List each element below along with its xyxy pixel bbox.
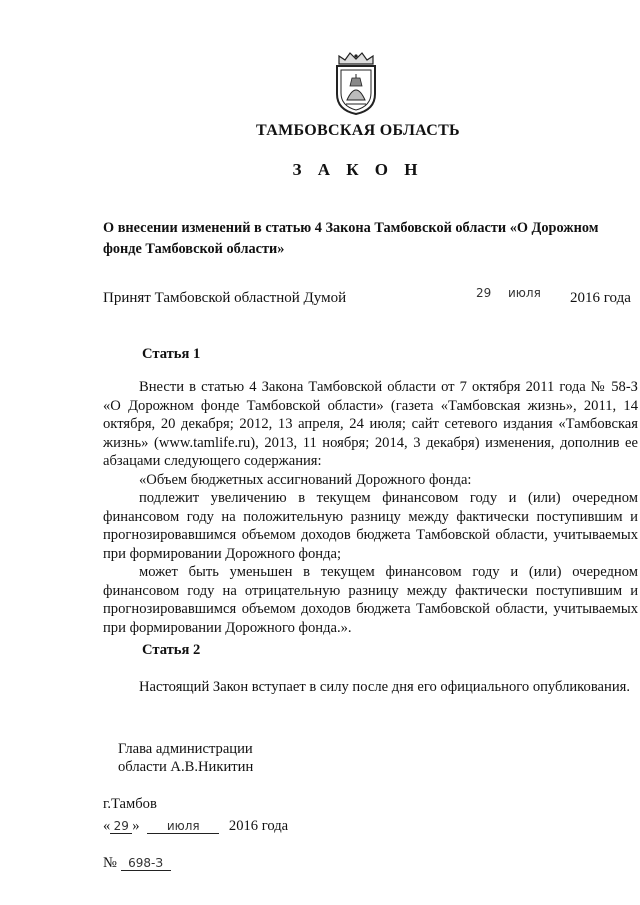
signing-year: 2016 года xyxy=(228,818,289,834)
open-quote: « xyxy=(103,818,111,834)
place: г.Тамбов xyxy=(103,796,157,812)
document-type-heading: З А К О Н xyxy=(292,160,424,179)
article-2-body xyxy=(103,678,638,697)
adoption-text: Принят Тамбовской областной Думой xyxy=(103,290,347,306)
signature-name: области А.В.Никитин xyxy=(118,759,254,775)
number-prefix: № xyxy=(103,855,117,871)
article-2-paragraph: Настоящий Закон вступает в силу после дня его официального опубликования. xyxy=(139,679,630,695)
adoption-year: 2016 года xyxy=(570,290,631,306)
article-1-paragraph: может быть уменьшен в текущем финансовом году и (или) очередном финансовом году на отрицательную разницу между фактически поступившим и прогнозировавшимся объемом доходов бюджета Тамбовской области, учитываемых при формировании Дорожного фонда.». xyxy=(103,564,638,636)
tambov-coat-of-arms-icon xyxy=(331,50,381,116)
article-1-heading: Статья 1 xyxy=(142,346,201,362)
law-number xyxy=(103,855,171,872)
article-1-paragraph: «Объем бюджетных ассигнований Дорожного фонда: xyxy=(139,471,472,488)
signing-date xyxy=(103,818,288,835)
signature-position: Глава администрации xyxy=(118,741,253,757)
number-value: 698-З xyxy=(121,856,171,871)
article-2-heading: Статья 2 xyxy=(142,642,201,658)
adoption-day: 29 xyxy=(476,286,492,300)
adoption-month: июля xyxy=(508,286,541,300)
region-heading: ТАМБОВСКАЯ ОБЛАСТЬ xyxy=(256,122,460,139)
close-quote: » xyxy=(132,818,140,834)
signing-day: 29 xyxy=(110,819,132,834)
law-title: О внесении изменений в статью 4 Закона Тамбовской области «О Дорожном фонде Тамбовской области» xyxy=(103,220,599,257)
signing-month: июля xyxy=(147,819,219,834)
article-1-body xyxy=(103,378,638,637)
article-1-paragraph: Внести в статью 4 Закона Тамбовской области от 7 октября 2011 года № 58-З «О Дорожном фонде Тамбовской области» (газета «Тамбовская жизнь», 2011, 14 октября, 20 декабря; 2012, 13 апреля, 24 июля; сайт сетевого издания «Тамбовская жизнь» (www.tamlife.ru), 2013, 11 ноября; 2014, 3 декабря) изменения, дополнив ее абзацами следующего содержания: xyxy=(103,379,638,469)
article-1-paragraph: подлежит увеличению в текущем финансовом году и (или) очередном финансовом году на положительную разницу между фактически поступившим и прогнозировавшимся объемом доходов бюджета Тамбовской области, учитываемых при формировании Дорожного фонда; xyxy=(103,490,638,562)
